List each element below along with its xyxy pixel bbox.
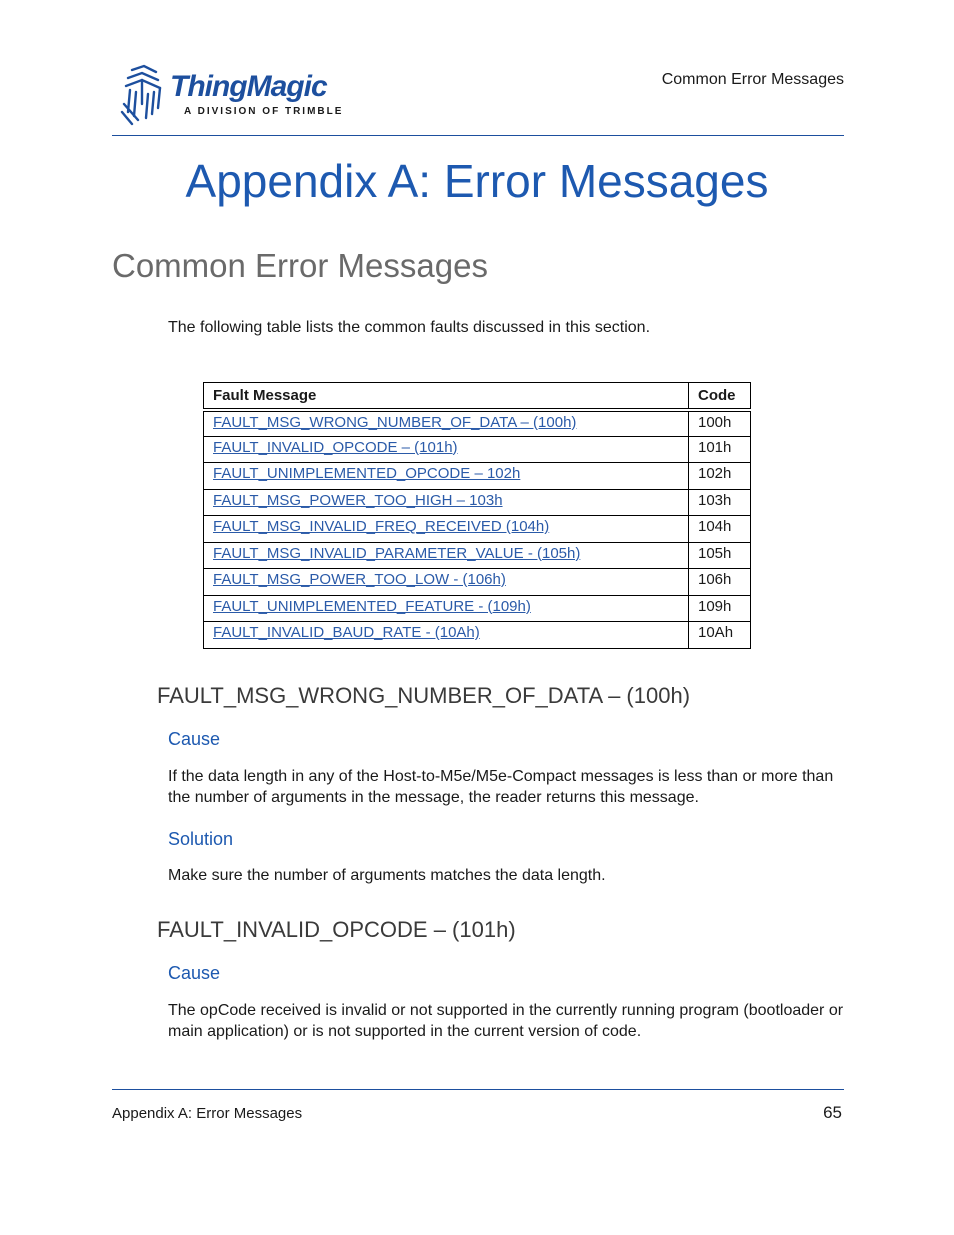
fault-link[interactable]: FAULT_UNIMPLEMENTED_FEATURE - (109h) — [213, 597, 531, 615]
logo-tagline: A DIVISION OF TRIMBLE — [184, 106, 344, 117]
fault-link[interactable]: FAULT_UNIMPLEMENTED_OPCODE – 102h — [213, 465, 521, 482]
fault-code: 100h — [689, 410, 751, 437]
column-header-message: Fault Message — [204, 383, 689, 410]
fault-100h-cause-heading: Cause — [168, 729, 221, 749]
fault-code: 105h — [689, 542, 751, 569]
table-header-row — [204, 383, 751, 410]
column-header-code: Code — [689, 383, 751, 410]
header-rule — [112, 135, 844, 136]
fault-link[interactable]: FAULT_MSG_INVALID_FREQ_RECEIVED (104h) — [213, 518, 550, 535]
logo-wordmark: ThingMagic — [170, 70, 327, 103]
fault-code: 109h — [689, 595, 751, 622]
table-row — [204, 622, 751, 649]
table-row — [204, 463, 751, 490]
fault-link[interactable]: FAULT_MSG_POWER_TOO_HIGH – 103h — [213, 491, 503, 509]
footer-rule — [112, 1089, 844, 1090]
fault-100h-cause-text: If the data length in any of the Host-to-M5e/M5e-Compact messages is less than or more than the number of arguments in the message, the reader returns this message. — [168, 768, 834, 806]
fault-100h-solution-heading: Solution — [168, 829, 234, 849]
footer-chapter: Appendix A: Error Messages — [112, 1105, 303, 1122]
fault-code: 104h — [689, 516, 751, 543]
thingmagic-logo — [118, 64, 344, 128]
fault-101h-cause-text: The opCode received is invalid or not supported in the currently running program (bootloader or main application) or is not supported in the current version of code. — [168, 1002, 844, 1040]
section-title: Common Error Messages — [112, 247, 488, 284]
fault-100h-heading: FAULT_MSG_WRONG_NUMBER_OF_DATA – (100h) — [157, 683, 691, 708]
logo-cube-icon — [118, 64, 168, 128]
table-row — [204, 516, 751, 543]
fault-link[interactable]: FAULT_INVALID_BAUD_RATE - (10Ah) — [213, 624, 480, 641]
fault-100h-solution-text: Make sure the number of arguments matches the data length. — [168, 867, 606, 884]
table-row — [204, 595, 751, 622]
page-number: 65 — [823, 1103, 842, 1122]
fault-101h-heading: FAULT_INVALID_OPCODE – (101h) — [157, 917, 516, 942]
fault-table — [203, 382, 751, 649]
fault-link[interactable]: FAULT_INVALID_OPCODE – (101h) — [213, 438, 458, 456]
table-row — [204, 489, 751, 516]
fault-link[interactable]: FAULT_MSG_POWER_TOO_LOW - (106h) — [213, 571, 506, 588]
fault-code: 10Ah — [689, 622, 751, 649]
table-row — [204, 410, 751, 437]
table-row — [204, 569, 751, 596]
table-row — [204, 436, 751, 463]
running-header: Common Error Messages — [661, 71, 844, 88]
fault-code: 103h — [689, 489, 751, 516]
fault-code: 106h — [689, 569, 751, 596]
fault-code: 101h — [689, 436, 751, 463]
fault-101h-cause-heading: Cause — [168, 963, 221, 983]
fault-link[interactable]: FAULT_MSG_WRONG_NUMBER_OF_DATA – (100h) — [213, 413, 577, 431]
chapter-title: Appendix A: Error Messages — [185, 155, 769, 207]
fault-link[interactable]: FAULT_MSG_INVALID_PARAMETER_VALUE - (105h) — [213, 544, 581, 562]
table-row — [204, 542, 751, 569]
fault-code: 102h — [689, 463, 751, 490]
intro-paragraph: The following table lists the common faults discussed in this section. — [168, 319, 651, 336]
page-header — [112, 60, 844, 136]
